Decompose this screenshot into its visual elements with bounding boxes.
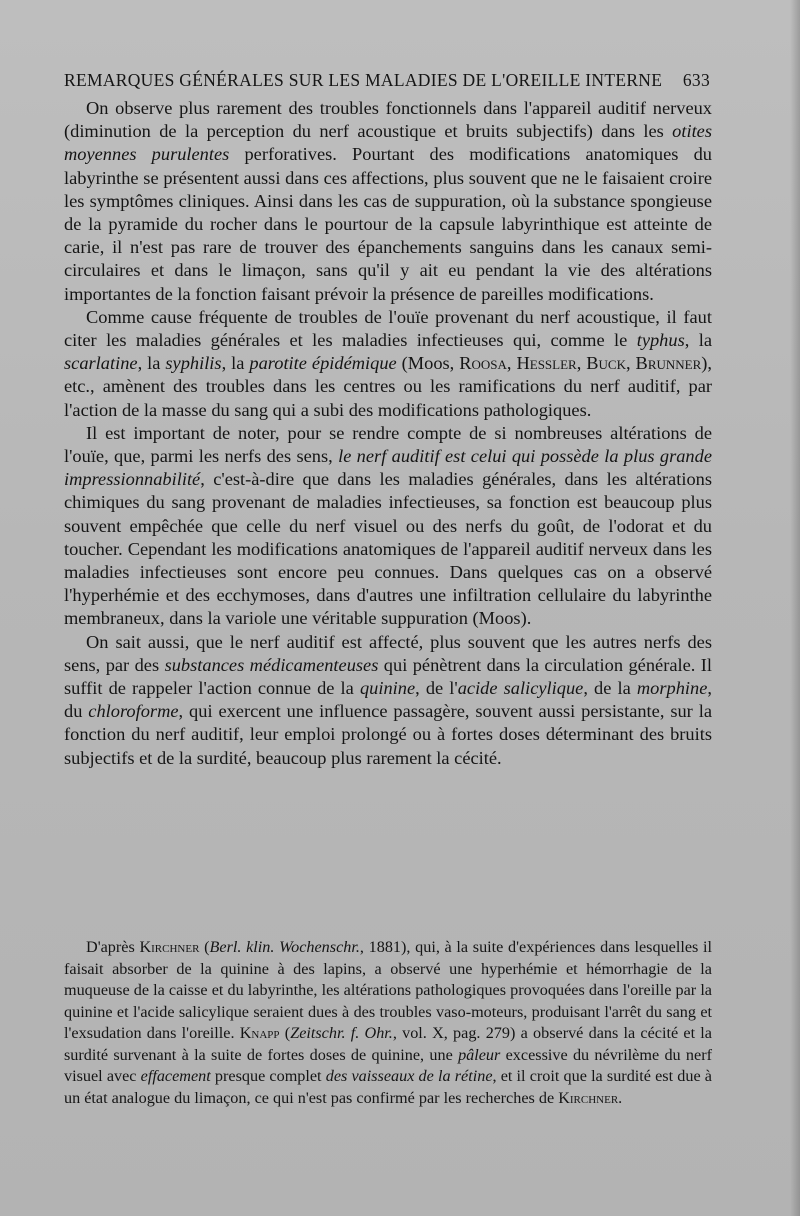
text-run: ( (199, 938, 210, 956)
italic-run: acide salicylique (457, 678, 584, 699)
italic-run: scarlatine (64, 353, 138, 374)
text-run: On sait aussi, que le nerf auditif est affecté, plus souvent que les autres nerfs des sens, par des (64, 631, 712, 675)
text-run: , qui exercent une influence passagère, souvent aussi persistante, sur la fonction du nerf auditif, leur emploi prolongé ou à fortes doses déterminant des bruits subjectifs et de la surdité, beaucoup plus rarement la cécité. (64, 701, 712, 768)
paragraph-3 (64, 422, 712, 631)
running-title: REMARQUES GÉNÉRALES SUR LES MALADIES DE L'OREILLE INTERNE (64, 70, 663, 90)
text-run: Il est important de noter, pour se rendre compte de si nombreuses altérations de l'ouïe, que, parmi les nerfs des sens, (64, 422, 712, 467)
journal-title: Zeitschr. f. Ohr. (290, 1024, 393, 1042)
text-run: . (618, 1088, 623, 1107)
text-run: Comme cause fréquente de troubles de l'ouïe provenant du nerf acoustique, il faut citer les maladies générales et les maladies infectieuses qui, comme le (64, 306, 712, 351)
text-run: , du (64, 678, 712, 722)
italic-run: parotite épidémique (249, 353, 397, 374)
text-run: qui pénètrent dans la circulation générale. Il suffit de rappeler l'action connue de la (64, 654, 713, 699)
text-run: , de la (583, 678, 637, 699)
italic-run: morphine (636, 678, 708, 699)
italic-run: le nerf auditif est celui qui possède la plus grande impressionnabilité (64, 446, 712, 490)
italic-run: effacement (140, 1067, 211, 1085)
paragraph-1 (64, 97, 712, 306)
text-run: , 1881), qui, à la suite d'expériences dans lesquelles il faisait absorber de la quinine à des lapins, a observé une hyperhémie et hémorrhagie de la muqueuse de la caisse et du labyrinthe, les altérations pathologiques provoquées dans l'oreille par la quinine et l'acide salicylique seraient dues à des troubles vaso-moteurs, produisant l'arrêt du sang et l'exsudation dans l'oreille. (64, 938, 713, 1042)
italic-run: des vaisseaux de la rétine (325, 1067, 493, 1085)
text-run: ), etc., amènent des troubles dans les centres ou les ramifications du nerf auditif, par l'action de la masse du sang qui a subi des modifications pathologiques. (64, 353, 712, 420)
text-run: excessive du névrilème du nerf visuel avec (64, 1045, 712, 1085)
italic-run: chloroforme (88, 701, 179, 722)
italic-run: quinine (359, 678, 416, 699)
author-name: Knapp (239, 1024, 280, 1042)
text-run: , c'est-à-dire que dans les maladies générales, dans les altérations chimiques du sang provenant de maladies infectieuses, sa fonction est beaucoup plus souvent empêchée que celle du nerf visuel ou des nerfs du goût, de l'odorat et du toucher. Cependant les modifications anatomiques de l'appareil auditif nerveux dans les maladies infectieuses sont encore peu connues. Dans quelques cas on a observé l'hyperhémie et des ecchymoses, dans d'autres une infiltration cellulaire du labyrinthe membraneux, dans la variole une véritable suppuration (Moos). (64, 469, 712, 629)
text-run: perforatives. Pourtant des modifications anatomiques du labyrinthe se présentent aussi dans ces affections, plus souvent que ne le faisaient croire les symptômes cliniques. Ainsi dans les cas de suppuration, où la substance spongieuse de la pyramide du rocher dans le pourtour de la capsule labyrinthique est atteinte de carie, il n'est pas rare de trouver des épanchements sanguins dans les canaux semi-circulaires et dans le limaçon, sans qu'il y ait eu pendant la vie des altérations importantes de la fonction faisant prévoir la présence de pareilles modifications. (64, 144, 712, 304)
text-run: , et il croit que la surdité est due à un état analogue du limaçon, ce qui n'est pas confirmé par les recherches de (64, 1067, 712, 1107)
footnote (64, 937, 712, 1109)
author-names: Roosa, Hessler, Buck, Brunner (459, 353, 702, 374)
text-run: On observe plus rarement des troubles fonctionnels dans l'appareil auditif nerveux (diminution de la perception du nerf acoustique et bruits subjectifs) dans les (64, 98, 712, 142)
text-run: presque complet (210, 1067, 326, 1085)
italic-run: pâleur (458, 1045, 501, 1064)
italic-run: otites moyennes purulentes (64, 121, 712, 165)
text-run: , de l' (415, 678, 458, 699)
page-edge-shadow (790, 0, 800, 1216)
paragraph-2 (64, 306, 712, 422)
footnote-paragraph (64, 937, 712, 1109)
text-run: , vol. X, pag. 279) a observé dans la cécité et la surdité survenant à la suite de fortes doses de quinine, une (64, 1024, 712, 1064)
italic-run: substances médicamenteuses (164, 654, 379, 675)
main-text (64, 97, 712, 770)
author-name: Kirchner (139, 938, 200, 956)
journal-title: Berl. klin. Wochenschr. (209, 938, 360, 956)
text-run: ( (279, 1024, 291, 1042)
text-run: D'après (86, 938, 140, 956)
italic-run: typhus (636, 330, 685, 351)
text-run: , la (221, 353, 250, 374)
running-header (64, 70, 710, 91)
text-run: , la (137, 353, 166, 374)
author-name: Kirchner (558, 1088, 619, 1107)
paragraph-4 (64, 631, 712, 770)
text-run: , la (684, 330, 713, 351)
page-number: 633 (682, 70, 710, 90)
text-run: (Moos, (396, 353, 460, 374)
italic-run: syphilis (165, 353, 222, 374)
